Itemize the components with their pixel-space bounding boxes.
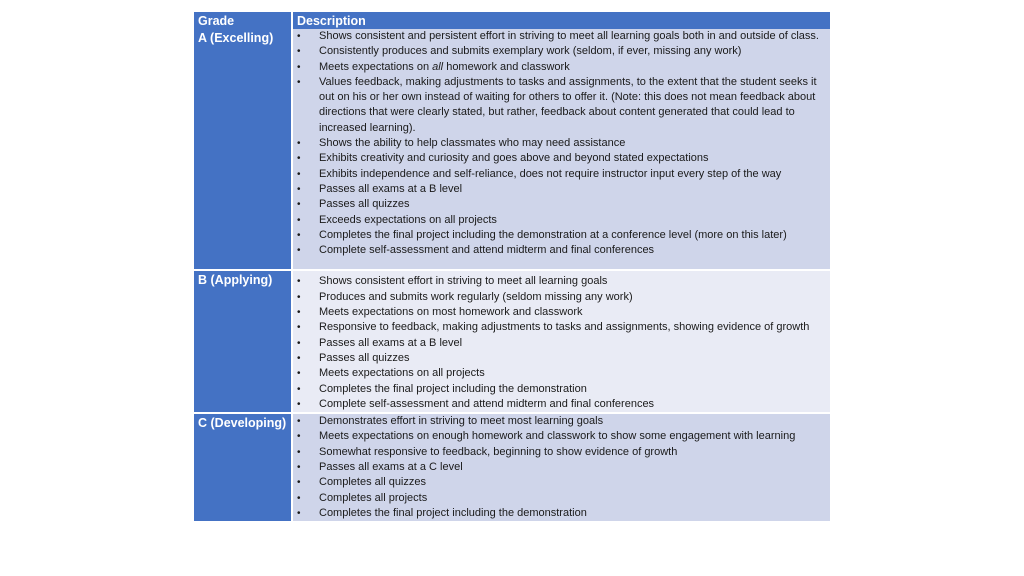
criteria-list [293,29,830,258]
criteria-text: Demonstrates effort in striving to meet most learning goals [319,415,604,428]
bullet-icon: • [297,276,301,288]
criteria-item [293,44,828,59]
criteria-text: Exhibits creativity and curiosity and goes above and beyond stated expectations [319,152,709,165]
criteria-text: Meets expectations on most homework and classwork [319,306,583,319]
grade-row-b [194,270,830,413]
bullet-icon: • [297,214,301,226]
criteria-item [293,243,828,258]
bullet-icon: • [297,492,301,504]
criteria-text: Completes all quizzes [319,476,426,489]
bullet-icon: • [297,76,301,88]
grade-row-c [194,413,830,522]
criteria-text: Meets expectations on [319,60,433,73]
criteria-text: Produces and submits work regularly (seldom missing any work) [319,290,633,303]
criteria-item [293,382,828,397]
grade-description [292,270,830,413]
criteria-item [293,429,828,444]
criteria-text: Complete self-assessment and attend midterm and final conferences [319,397,655,410]
criteria-item [293,320,828,335]
grade-description [292,413,830,522]
bullet-icon: • [297,153,301,165]
criteria-item [293,274,828,289]
criteria-item [293,491,828,506]
criteria-item [293,414,828,429]
bullet-icon: • [297,337,301,349]
bullet-icon: • [297,168,301,180]
criteria-item [293,475,828,490]
grade-label: B (Applying) [194,270,292,413]
criteria-item [293,460,828,475]
bullet-icon: • [297,291,301,303]
criteria-item [293,506,828,521]
criteria-text: homework and classwork [443,60,570,73]
bullet-icon: • [297,245,301,257]
criteria-text: Completes the final project including the demonstration [319,506,587,519]
bullet-icon: • [297,507,301,519]
criteria-item [293,351,828,366]
criteria-item [293,305,828,320]
table-header-row [194,12,830,29]
criteria-item [293,182,828,197]
criteria-item [293,75,828,136]
bullet-icon: • [297,229,301,241]
bullet-icon: • [297,138,301,150]
bullet-icon: • [297,46,301,58]
criteria-item [293,151,828,166]
criteria-text: Shows the ability to help classmates who may need assistance [319,137,626,150]
criteria-item [293,397,828,412]
criteria-item [293,228,828,243]
criteria-text: Completes the final project including the demonstration at a conference level (more on this later) [319,228,787,241]
bullet-icon: • [297,183,301,195]
bullet-icon: • [297,61,301,73]
criteria-emphasis: all [432,60,444,73]
criteria-item [293,213,828,228]
grade-label: C (Developing) [194,413,292,522]
criteria-item [293,167,828,182]
bullet-icon: • [297,307,301,319]
criteria-item [293,197,828,212]
criteria-item [293,29,828,44]
criteria-text: Passes all quizzes [319,351,410,364]
grade-description [292,29,830,270]
criteria-text: Shows consistent and persistent effort in striving to meet all learning goals both in and outside of class. [319,30,819,42]
criteria-item [293,136,828,151]
criteria-item [293,445,828,460]
criteria-item [293,290,828,305]
bullet-icon: • [297,383,301,395]
bullet-icon: • [297,431,301,443]
bullet-icon: • [297,322,301,334]
grade-row-a [194,29,830,270]
criteria-text: Exceeds expectations on all projects [319,213,497,226]
criteria-text: Completes all projects [319,491,428,504]
bullet-icon: • [297,352,301,364]
criteria-text: Passes all quizzes [319,198,410,211]
criteria-text: Exhibits independence and self-reliance, does not require instructor input every step of the way [319,167,782,180]
bullet-icon: • [297,446,301,458]
criteria-list [293,274,830,412]
criteria-list [293,414,830,521]
bullet-icon: • [297,477,301,489]
bullet-icon: • [297,398,301,410]
criteria-text: Somewhat responsive to feedback, beginning to show evidence of growth [319,445,678,458]
criteria-text: Meets expectations on all projects [319,367,485,380]
criteria-text: Completes the final project including the demonstration [319,382,587,395]
bullet-icon: • [297,368,301,380]
criteria-text: Values feedback, making adjustments to tasks and assignments, to the extent that the student seeks it out on his or her own instead of waiting for others to offer it. (Note: this does not mean feedback about directions that were clearly stated, but rather, feedback about content generated that could lead to increased learning). [319,75,817,134]
grading-rubric-table [194,12,830,523]
bullet-icon: • [297,199,301,211]
criteria-text: Responsive to feedback, making adjustments to tasks and assignments, showing evidence of growth [319,321,810,334]
criteria-item [293,366,828,381]
bullet-icon: • [297,416,301,428]
criteria-text: Consistently produces and submits exemplary work (seldom, if ever, missing any work) [319,45,742,58]
criteria-text: Meets expectations on enough homework and classwork to show some engagement with learning [319,430,796,443]
criteria-text: Passes all exams at a B level [319,336,463,349]
criteria-text: Passes all exams at a C level [319,461,463,474]
criteria-item [293,336,828,351]
description-column-header: Description [292,12,830,29]
bullet-icon: • [297,462,301,474]
grade-label: A (Excelling) [194,29,292,270]
criteria-item [293,60,828,75]
bullet-icon: • [297,31,301,42]
criteria-text: Complete self-assessment and attend midterm and final conferences [319,244,655,257]
criteria-text: Shows consistent effort in striving to meet all learning goals [319,275,608,288]
grade-column-header: Grade [194,12,292,29]
criteria-text: Passes all exams at a B level [319,182,463,195]
